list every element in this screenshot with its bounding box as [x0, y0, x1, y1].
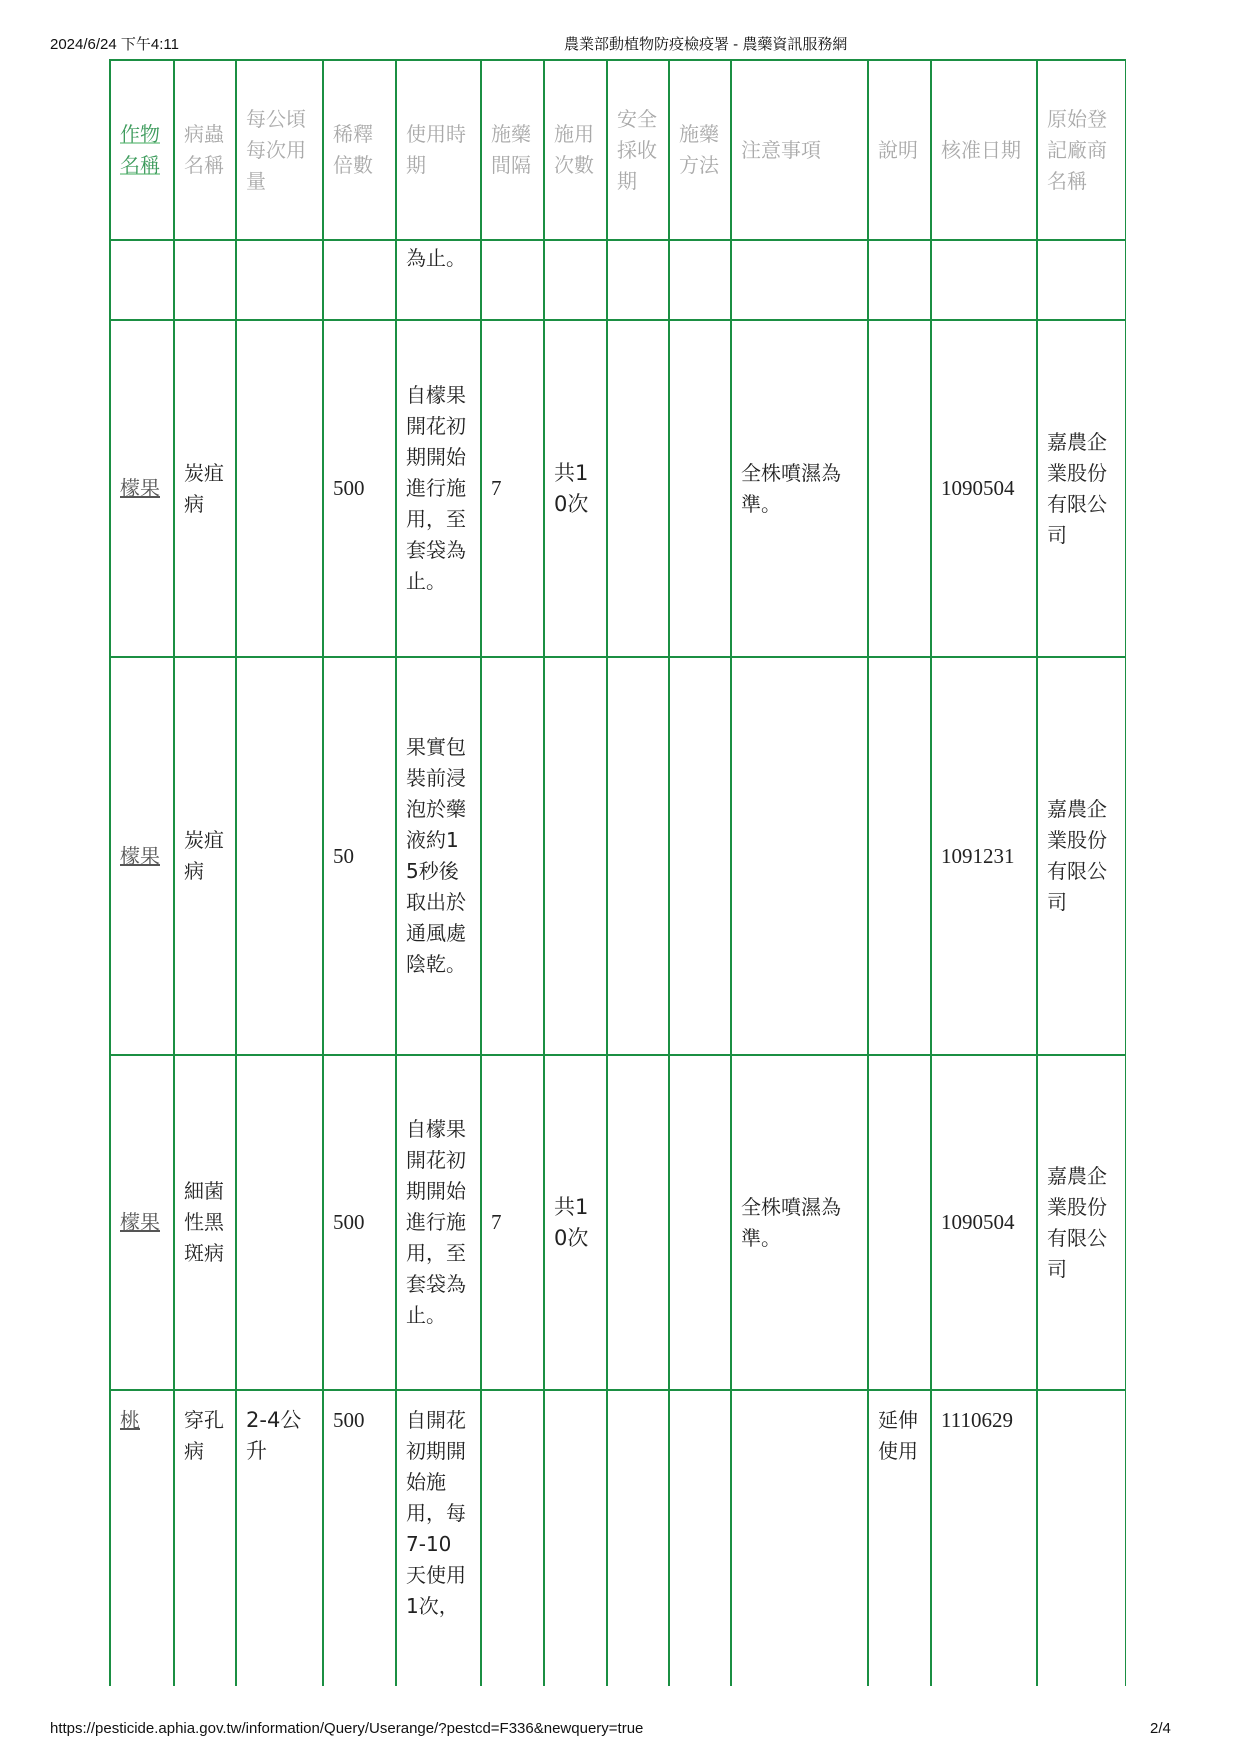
print-datetime: 2024/6/24 下午4:11 [50, 36, 179, 53]
cell-phi [607, 1390, 669, 1686]
cell-registrant: 嘉農企業股份有限公司 [1037, 320, 1126, 657]
cell-timing: 果實包裝前浸泡於藥液約15秒後取出於通風處陰乾。 [396, 657, 481, 1055]
col-header-times: 施用次數 [544, 60, 607, 240]
cell-registrant [1037, 1390, 1126, 1686]
table-header-row [110, 60, 1126, 240]
pesticide-usage-table-container [109, 59, 1126, 1686]
cell-dosage: 2-4公升 [236, 1390, 323, 1686]
cell-remark [868, 1055, 931, 1390]
cell-times [544, 240, 607, 320]
col-header-dosage: 每公頃每次用量 [236, 60, 323, 240]
pesticide-usage-table [109, 59, 1126, 1686]
cell-approved-date: 1090504 [931, 1055, 1037, 1390]
cell-method [669, 657, 731, 1055]
col-header-phi: 安全採收期 [607, 60, 669, 240]
cell-dilution: 500 [323, 1055, 396, 1390]
print-url: https://pesticide.aphia.gov.tw/information/Query/Userange/?pestcd=F336&newquery=true [50, 1720, 644, 1737]
col-header-interval: 施藥間隔 [481, 60, 544, 240]
cell-notes [731, 240, 868, 320]
cell-crop [110, 1055, 174, 1390]
crop-link[interactable]: 檬果 [120, 843, 160, 868]
col-header-crop-name[interactable]: 作物名稱 [110, 60, 174, 240]
col-header-notes: 注意事項 [731, 60, 868, 240]
cell-dosage [236, 240, 323, 320]
cell-pest: 炭疽病 [174, 320, 236, 657]
cell-timing: 自檬果開花初期開始進行施用，至套袋為止。 [396, 320, 481, 657]
cell-method [669, 1055, 731, 1390]
cell-interval [481, 1390, 544, 1686]
cell-notes: 全株噴濕為準。 [731, 1055, 868, 1390]
cell-dilution: 50 [323, 657, 396, 1055]
cell-times: 共10次 [544, 320, 607, 657]
cell-phi [607, 320, 669, 657]
col-header-timing: 使用時期 [396, 60, 481, 240]
cell-approved-date: 1091231 [931, 657, 1037, 1055]
cell-pest: 炭疽病 [174, 657, 236, 1055]
cell-approved-date: 1110629 [931, 1390, 1037, 1686]
cell-method [669, 240, 731, 320]
col-header-registrant: 原始登記廠商名稱 [1037, 60, 1126, 240]
cell-times [544, 1390, 607, 1686]
cell-approved-date: 1090504 [931, 320, 1037, 657]
cell-interval: 7 [481, 1055, 544, 1390]
cell-dosage [236, 1055, 323, 1390]
cell-interval: 7 [481, 320, 544, 657]
print-page-title: 農業部動植物防疫檢疫署 - 農藥資訊服務網 [564, 36, 848, 53]
cell-crop [110, 1390, 174, 1686]
cell-approved-date [931, 240, 1037, 320]
col-header-dilution: 稀釋倍數 [323, 60, 396, 240]
cell-method [669, 1390, 731, 1686]
cell-remark [868, 240, 931, 320]
cell-times [544, 657, 607, 1055]
cell-dosage [236, 657, 323, 1055]
col-header-remark: 說明 [868, 60, 931, 240]
crop-link[interactable]: 桃 [120, 1408, 140, 1432]
cell-notes: 全株噴濕為準。 [731, 320, 868, 657]
cell-remark: 延伸使用 [868, 1390, 931, 1686]
cell-notes [731, 1390, 868, 1686]
cell-interval [481, 657, 544, 1055]
table-row [110, 1055, 1126, 1390]
cell-registrant: 嘉農企業股份有限公司 [1037, 1055, 1126, 1390]
table-row [110, 1390, 1126, 1686]
cell-remark [868, 657, 931, 1055]
cell-registrant [1037, 240, 1126, 320]
cell-dilution: 500 [323, 320, 396, 657]
crop-link[interactable]: 檬果 [120, 1210, 160, 1234]
col-header-method: 施藥方法 [669, 60, 731, 240]
cell-phi [607, 1055, 669, 1390]
cell-crop [110, 320, 174, 657]
cell-dosage [236, 320, 323, 657]
cell-pest: 穿孔病 [174, 1390, 236, 1686]
col-header-approved-date: 核准日期 [931, 60, 1037, 240]
cell-crop [110, 240, 174, 320]
cell-timing: 為止。 [396, 240, 481, 320]
cell-notes [731, 657, 868, 1055]
cell-dilution: 500 [323, 1390, 396, 1686]
cell-phi [607, 657, 669, 1055]
cell-times: 共10次 [544, 1055, 607, 1390]
col-header-pest-name: 病蟲名稱 [174, 60, 236, 240]
cell-registrant: 嘉農企業股份有限公司 [1037, 657, 1126, 1055]
cell-method [669, 320, 731, 657]
cell-dilution [323, 240, 396, 320]
cell-timing: 自開花初期開始施用，每7-10天使用1次， [396, 1390, 481, 1686]
table-row [110, 657, 1126, 1055]
table-row [110, 240, 1126, 320]
cell-crop [110, 657, 174, 1055]
print-page-number: 2/4 [1150, 1720, 1171, 1737]
cell-phi [607, 240, 669, 320]
cell-timing: 自檬果開花初期開始進行施用，至套袋為止。 [396, 1055, 481, 1390]
cell-pest: 細菌性黑斑病 [174, 1055, 236, 1390]
crop-link[interactable]: 檬果 [120, 476, 160, 500]
table-row [110, 320, 1126, 657]
cell-remark [868, 320, 931, 657]
cell-interval [481, 240, 544, 320]
cell-pest [174, 240, 236, 320]
